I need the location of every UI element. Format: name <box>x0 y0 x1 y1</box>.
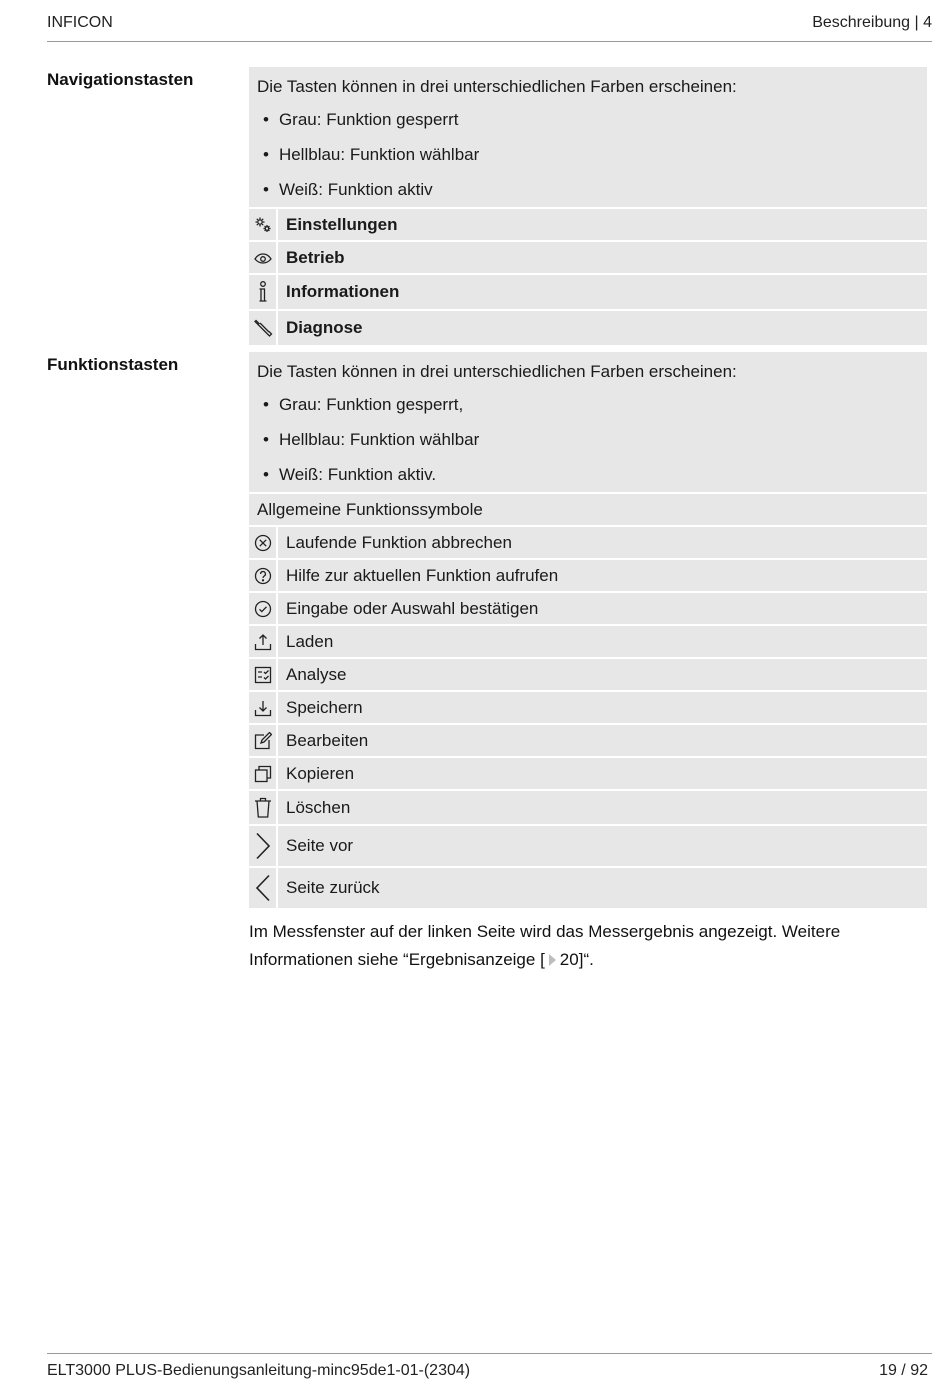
table-row <box>249 525 927 558</box>
chevron-left-icon <box>249 868 278 908</box>
navigation-color-list <box>249 102 927 207</box>
key-label: Analyse <box>286 664 347 684</box>
functions-table <box>249 352 927 908</box>
list-item: • Grau: Funktion gesperrt <box>263 102 927 137</box>
key-label: Seite zurück <box>286 878 380 897</box>
cancel-icon <box>249 527 278 558</box>
table-row <box>249 866 927 908</box>
table-row <box>249 824 927 866</box>
table-row <box>249 723 927 756</box>
result-display-note <box>249 918 909 974</box>
list-item: • Hellblau: Funktion wählbar <box>263 137 927 172</box>
table-row <box>249 240 927 273</box>
section-indicator: Beschreibung | 4 <box>812 14 932 31</box>
key-label: Speichern <box>286 697 363 717</box>
page-header <box>47 12 932 42</box>
brand-name: INFICON <box>47 14 113 31</box>
upload-icon <box>249 626 278 657</box>
table-row <box>249 657 927 690</box>
key-label: Informationen <box>286 282 400 301</box>
key-label: Einstellungen <box>286 214 398 234</box>
gears-icon <box>249 209 278 240</box>
functions-color-list <box>249 387 927 492</box>
navigation-intro: Die Tasten können in drei unterschiedlichen Farben erscheinen: <box>257 77 737 96</box>
trash-icon <box>249 791 278 824</box>
navigation-table <box>249 67 927 345</box>
table-row <box>249 207 927 240</box>
page-footer <box>47 1353 932 1384</box>
table-row <box>249 273 927 309</box>
page-reference-arrow-icon <box>549 954 556 966</box>
navigation-section-label: Navigationstasten <box>47 70 194 89</box>
confirm-icon <box>249 593 278 624</box>
edit-icon <box>249 725 278 756</box>
key-label: Laufende Funktion abbrechen <box>286 532 512 552</box>
key-label: Hilfe zur aktuellen Funktion aufrufen <box>286 565 559 585</box>
table-row <box>249 690 927 723</box>
page-reference-link[interactable]: 20 <box>559 950 579 969</box>
table-row <box>249 789 927 824</box>
note-text: Im Messfenster auf der linken Seite wird das Messergebnis angezeigt. Weitere Informationen siehe “Ergebnisanzeige [ <box>249 922 841 969</box>
note-text-end: ]“. <box>578 950 594 969</box>
page-number: 19 / 92 <box>879 1362 928 1379</box>
analysis-icon <box>249 659 278 690</box>
download-icon <box>249 692 278 723</box>
table-row <box>249 756 927 789</box>
table-row <box>249 591 927 624</box>
chevron-right-icon <box>249 826 278 866</box>
info-icon <box>249 275 278 309</box>
list-item: • Weiß: Funktion aktiv <box>263 172 927 207</box>
key-label: Diagnose <box>286 318 363 337</box>
wrench-icon <box>249 311 278 345</box>
functions-subheading: Allgemeine Funktionssymbole <box>249 492 927 525</box>
eye-icon <box>249 242 278 273</box>
key-label: Eingabe oder Auswahl bestätigen <box>286 598 539 618</box>
table-row <box>249 624 927 657</box>
key-label: Kopieren <box>286 763 355 783</box>
table-row <box>249 309 927 345</box>
functions-section-label: Funktionstasten <box>47 355 179 374</box>
list-item: • Hellblau: Funktion wählbar <box>263 422 927 457</box>
copy-icon <box>249 758 278 789</box>
document-id: ELT3000 PLUS-Bedienungsanleitung-minc95de1-01-(2304) <box>47 1362 471 1379</box>
functions-intro: Die Tasten können in drei unterschiedlichen Farben erscheinen: <box>257 362 737 381</box>
help-icon <box>249 560 278 591</box>
key-label: Seite vor <box>286 836 354 855</box>
key-label: Betrieb <box>286 247 345 267</box>
list-item: • Weiß: Funktion aktiv. <box>263 457 927 492</box>
key-label: Löschen <box>286 797 351 817</box>
key-label: Laden <box>286 631 334 651</box>
list-item: • Grau: Funktion gesperrt, <box>263 387 927 422</box>
key-label: Bearbeiten <box>286 730 369 750</box>
table-row <box>249 558 927 591</box>
